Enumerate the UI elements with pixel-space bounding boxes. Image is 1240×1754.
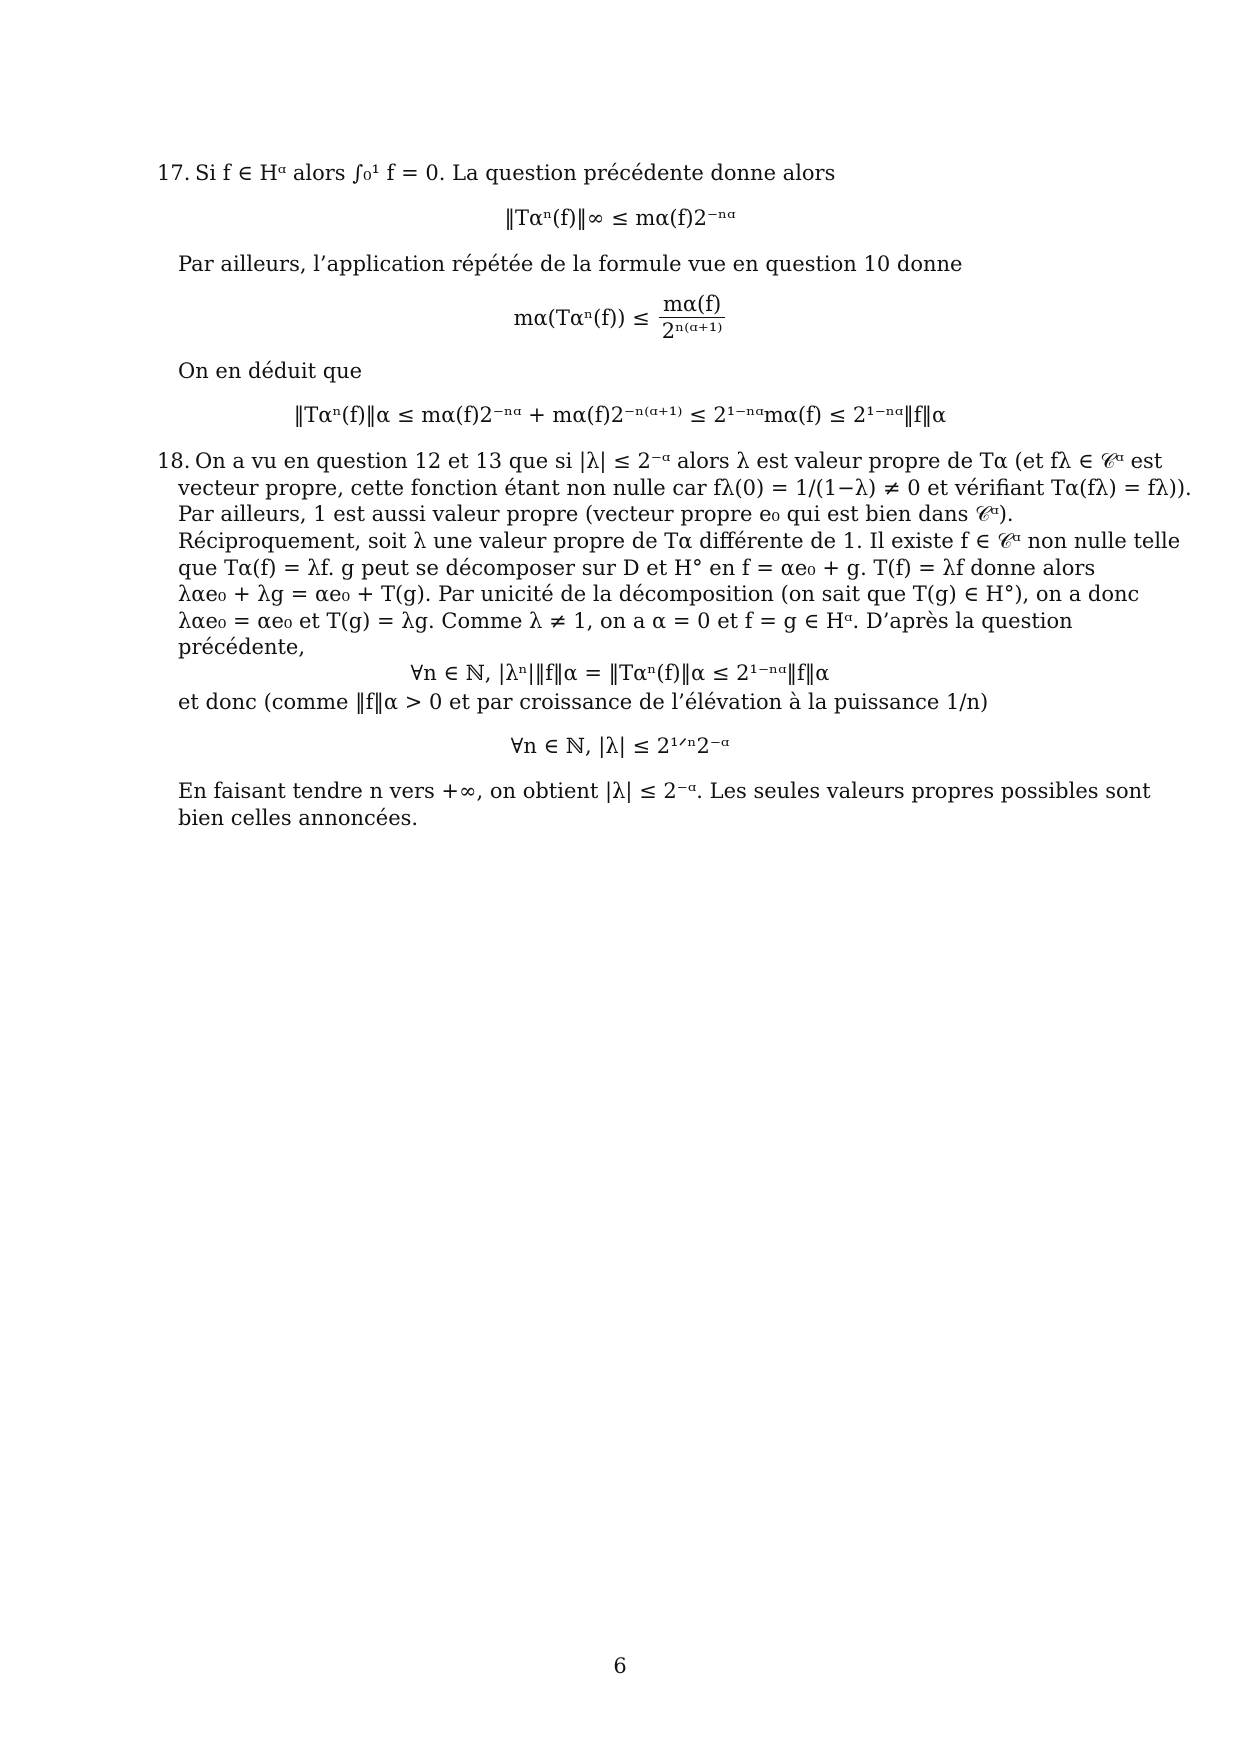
q18-final-line-2: bien celles annoncées. bbox=[178, 806, 419, 830]
q18-line-3: Par ailleurs, 1 est aussi valeur propre (vecteur propre e₀ qui est bien dans 𝒞ᵅ). bbox=[178, 502, 1014, 526]
q18-line-5: que Tα(f) = λf. g peut se décomposer sur D et H° en f = αe₀ + g. T(f) = λf donne alors bbox=[178, 556, 1096, 580]
q18-line-2: vecteur propre, cette fonction étant non nulle car fλ(0) = 1/(1−λ) ≠ 0 et vérifiant Tα(fλ) = fλ)). bbox=[178, 476, 1192, 500]
q18-line-after-eq1: et donc (comme ‖f‖α > 0 et par croissance de l’élévation à la puissance 1/n) bbox=[178, 690, 989, 714]
q18-equation-1: ∀n ∈ ℕ, |λⁿ|‖f‖α = ‖Tαⁿ(f)‖α ≤ 2¹⁻ⁿᵅ‖f‖α bbox=[410, 661, 830, 685]
q17-equation-1: ‖Tαⁿ(f)‖∞ ≤ mα(f)2⁻ⁿᵅ bbox=[504, 206, 736, 230]
q18-line-4: Réciproquement, soit λ une valeur propre de Tα différente de 1. Il existe f ∈ 𝒞ᵅ non nulle telle bbox=[178, 529, 1181, 553]
q18-final-line-1: En faisant tendre n vers +∞, on obtient |λ| ≤ 2⁻ᵅ. Les seules valeurs propres possibles sont bbox=[178, 779, 1151, 803]
q18-equation-2: ∀n ∈ ℕ, |λ| ≤ 2¹ᐟⁿ2⁻ᵅ bbox=[510, 734, 730, 758]
q18-line-8: précédente, bbox=[178, 635, 306, 659]
q18-line-7: λαe₀ = αe₀ et T(g) = λg. Comme λ ≠ 1, on a α = 0 et f = g ∈ Hᵅ. D’après la question bbox=[178, 609, 1073, 633]
q17-line-3: On en déduit que bbox=[178, 359, 363, 383]
q17-eq2-fraction bbox=[658, 292, 727, 343]
page-number: 6 bbox=[613, 1654, 627, 1678]
q18-line-1: On a vu en question 12 et 13 que si |λ| ≤ 2⁻ᵅ alors λ est valeur propre de Tα (et fλ ∈ 𝒞ᵅ est bbox=[195, 449, 1163, 473]
question-18-number: 18. bbox=[157, 449, 191, 473]
q17-eq2-lhs: mα(Tαⁿ(f)) ≤ bbox=[513, 305, 650, 330]
q17-equation-3: ‖Tαⁿ(f)‖α ≤ mα(f)2⁻ⁿᵅ + mα(f)2⁻ⁿ⁽ᵅ⁺¹⁾ ≤ 2¹⁻ⁿᵅmα(f) ≤ 2¹⁻ⁿᵅ‖f‖α bbox=[293, 403, 947, 427]
q17-line-2: Par ailleurs, l’application répétée de la formule vue en question 10 donne bbox=[178, 252, 963, 276]
q17-equation-2 bbox=[0, 292, 1240, 343]
q17-eq2-denominator: 2ⁿ⁽ᵅ⁺¹⁾ bbox=[661, 319, 723, 343]
q17-line-1: Si f ∈ Hᵅ alors ∫₀¹ f = 0. La question précédente donne alors bbox=[195, 161, 836, 185]
q18-line-6: λαe₀ + λg = αe₀ + T(g). Par unicité de la décomposition (on sait que T(g) ∈ H°), on a donc bbox=[178, 582, 1140, 606]
question-17-number: 17. bbox=[157, 161, 191, 185]
q17-eq2-numerator: mα(f) bbox=[659, 292, 725, 318]
